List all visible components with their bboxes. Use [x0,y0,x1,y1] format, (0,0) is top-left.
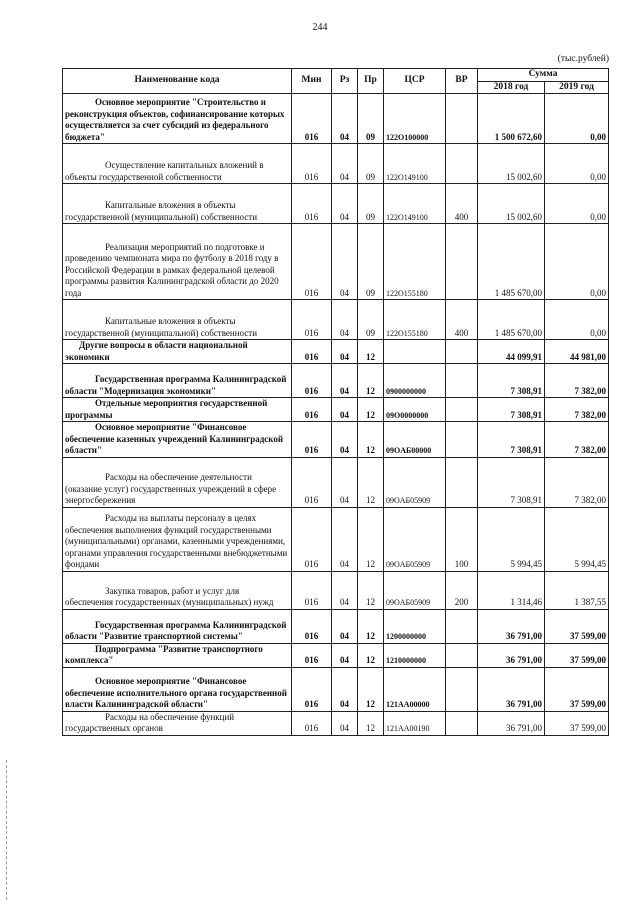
table-row [63,507,609,571]
row-amount-2019: 7 382,00 [545,364,609,398]
row-rz: 04 [332,184,358,224]
row-name: Закупка товаров, работ и услуг для обеспечения государственных (муниципальных) нужд [63,571,292,609]
row-pr: 12 [358,667,384,711]
row-amount-2018: 15 002,60 [478,144,545,184]
row-amount-2018: 1 485 670,00 [478,224,545,300]
row-name: Отдельные мероприятия государственной программы [63,398,292,422]
row-min: 016 [292,398,332,422]
row-amount-2019: 37 599,00 [545,667,609,711]
row-rz: 04 [332,667,358,711]
row-vr [446,422,478,458]
row-name: Капитальные вложения в объекты государственной (муниципальной) собственности [63,184,292,224]
table-row [63,144,609,184]
row-amount-2018: 1 500 672,60 [478,94,545,144]
row-amount-2018: 36 791,00 [478,609,545,643]
row-csr: 1210000000 [384,643,446,667]
row-vr [446,340,478,364]
table-row [63,571,609,609]
row-name: Основное мероприятие "Строительство и реконструкция объектов, софинансирование которых осуществляется за счет субсидий из федерального бюджета" [63,94,292,144]
header-sum: Сумма [478,69,609,82]
row-amount-2019: 5 994,45 [545,507,609,571]
table-row [63,643,609,667]
units-label: (тыс.рублей) [557,54,609,64]
table-row [63,300,609,340]
row-rz: 04 [332,300,358,340]
row-min: 016 [292,94,332,144]
row-vr [446,711,478,735]
row-pr: 12 [358,364,384,398]
row-vr [446,667,478,711]
row-name: Подпрограмма "Развитие транспортного комплекса" [63,643,292,667]
table-row [63,398,609,422]
row-csr: 09OAБ05909 [384,507,446,571]
row-pr: 12 [358,507,384,571]
table-row [63,364,609,398]
table-row [63,184,609,224]
row-min: 016 [292,711,332,735]
row-csr: 09OAБ05909 [384,457,446,507]
row-min: 016 [292,422,332,458]
row-rz: 04 [332,507,358,571]
row-name: Основное мероприятие "Финансовое обеспечение казенных учреждений Калининградской области" [63,422,292,458]
row-vr [446,609,478,643]
row-csr: 0900000000 [384,364,446,398]
row-amount-2018: 15 002,60 [478,184,545,224]
row-vr: 400 [446,300,478,340]
row-csr: 122O155180 [384,224,446,300]
row-min: 016 [292,609,332,643]
row-pr: 12 [358,571,384,609]
row-csr: 1200000000 [384,609,446,643]
header-name: Наименование кода [63,69,292,94]
header-rz: Рз [332,69,358,94]
row-name: Капитальные вложения в объекты государственной (муниципальной) собственности [63,300,292,340]
row-amount-2019: 7 382,00 [545,422,609,458]
row-amount-2019: 37 599,00 [545,609,609,643]
row-rz: 04 [332,609,358,643]
row-name: Государственная программа Калининградской области "Модернизация экономики" [63,364,292,398]
table-row [63,94,609,144]
row-amount-2018: 7 308,91 [478,398,545,422]
row-rz: 04 [332,340,358,364]
row-amount-2019: 37 599,00 [545,711,609,735]
table-row [63,711,609,735]
row-rz: 04 [332,571,358,609]
row-csr: 122O100000 [384,94,446,144]
table-row [63,609,609,643]
table-row [63,224,609,300]
row-rz: 04 [332,224,358,300]
row-min: 016 [292,300,332,340]
row-amount-2018: 7 308,91 [478,457,545,507]
row-amount-2019: 0,00 [545,144,609,184]
row-amount-2018: 44 099,91 [478,340,545,364]
row-amount-2018: 7 308,91 [478,364,545,398]
row-csr [384,340,446,364]
row-min: 016 [292,571,332,609]
row-vr [446,224,478,300]
row-vr [446,94,478,144]
row-amount-2019: 44 981,00 [545,340,609,364]
row-amount-2019: 7 382,00 [545,457,609,507]
row-min: 016 [292,643,332,667]
row-name: Основное мероприятие "Финансовое обеспечение исполнительного органа государственной власти Калининградской области" [63,667,292,711]
row-pr: 09 [358,94,384,144]
row-vr: 200 [446,571,478,609]
margin-marks [6,760,11,900]
row-amount-2019: 1 387,55 [545,571,609,609]
row-amount-2019: 37 599,00 [545,643,609,667]
row-pr: 09 [358,300,384,340]
row-name: Расходы на обеспечение деятельности (оказание услуг) государственных учреждений в сфере энергосбережения [63,457,292,507]
row-pr: 12 [358,457,384,507]
row-name: Осуществление капитальных вложений в объекты государственной собственности [63,144,292,184]
row-vr: 100 [446,507,478,571]
row-min: 016 [292,184,332,224]
row-csr: 122O155180 [384,300,446,340]
row-pr: 12 [358,422,384,458]
row-min: 016 [292,144,332,184]
row-vr [446,643,478,667]
row-csr: 122O149100 [384,184,446,224]
table-row [63,340,609,364]
row-name: Расходы на обеспечение функций государственных органов [63,711,292,735]
row-name: Реализация мероприятий по подготовке и проведению чемпионата мира по футболу в 2018 году в Российской Федерации в рамках федеральной целевой программы развития Калининградской области до 2020 года [63,224,292,300]
row-rz: 04 [332,457,358,507]
row-amount-2019: 0,00 [545,224,609,300]
row-amount-2019: 0,00 [545,300,609,340]
row-pr: 09 [358,144,384,184]
row-amount-2019: 0,00 [545,184,609,224]
row-amount-2018: 5 994,45 [478,507,545,571]
row-name: Государственная программа Калининградской области "Развитие транспортной системы" [63,609,292,643]
row-csr: 09OAБ00000 [384,422,446,458]
header-vr: ВР [446,69,478,94]
header-2018: 2018 год [478,81,545,94]
row-vr [446,398,478,422]
row-csr: 09OAБ05909 [384,571,446,609]
row-rz: 04 [332,398,358,422]
row-min: 016 [292,364,332,398]
row-min: 016 [292,667,332,711]
row-csr: 09O0000000 [384,398,446,422]
row-amount-2018: 1 314,46 [478,571,545,609]
header-min: Мин [292,69,332,94]
row-amount-2018: 7 308,91 [478,422,545,458]
row-min: 016 [292,224,332,300]
row-pr: 09 [358,184,384,224]
row-min: 016 [292,457,332,507]
row-name: Другие вопросы в области национальной экономики [63,340,292,364]
table-row [63,422,609,458]
row-pr: 09 [358,224,384,300]
row-csr: 122O149100 [384,144,446,184]
row-vr [446,364,478,398]
row-name: Расходы на выплаты персоналу в целях обеспечения выполнения функций государственными (муниципальными) органами, казенными учреждениями, органами управления государственными внебюджетными фондами [63,507,292,571]
row-amount-2019: 0,00 [545,94,609,144]
row-pr: 12 [358,711,384,735]
row-min: 016 [292,340,332,364]
row-amount-2018: 36 791,00 [478,643,545,667]
row-rz: 04 [332,364,358,398]
header-pr: Пр [358,69,384,94]
row-vr: 400 [446,184,478,224]
row-amount-2018: 36 791,00 [478,667,545,711]
row-min: 016 [292,507,332,571]
row-amount-2018: 1 485 670,00 [478,300,545,340]
table-body [63,94,609,736]
row-rz: 04 [332,94,358,144]
budget-table [62,68,609,736]
header-csr: ЦСР [384,69,446,94]
row-rz: 04 [332,711,358,735]
header-2019: 2019 год [545,81,609,94]
row-rz: 04 [332,643,358,667]
table-header-row [63,69,609,82]
table-row [63,457,609,507]
row-csr: 121AA00190 [384,711,446,735]
row-amount-2018: 36 791,00 [478,711,545,735]
row-pr: 12 [358,398,384,422]
row-vr [446,144,478,184]
row-amount-2019: 7 382,00 [545,398,609,422]
row-csr: 121AA00000 [384,667,446,711]
row-vr [446,457,478,507]
table-row [63,667,609,711]
row-pr: 12 [358,340,384,364]
row-rz: 04 [332,422,358,458]
row-pr: 12 [358,609,384,643]
row-rz: 04 [332,144,358,184]
row-pr: 12 [358,643,384,667]
page-number: 244 [312,22,328,33]
